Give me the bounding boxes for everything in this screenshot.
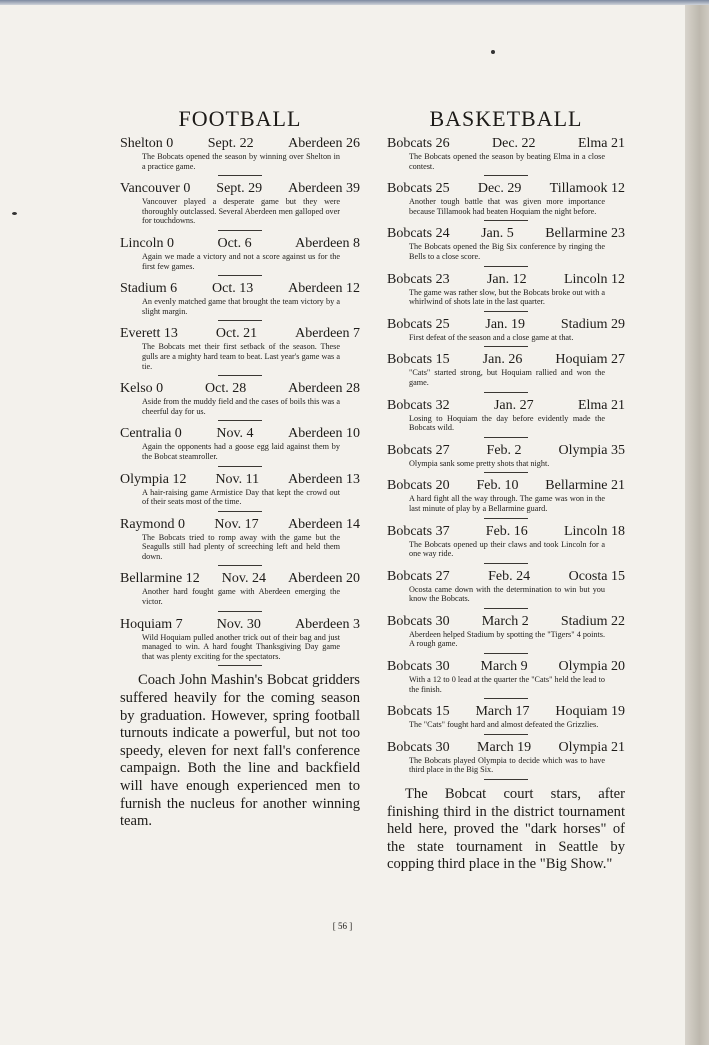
score-line xyxy=(387,568,625,585)
score-line xyxy=(120,570,360,587)
separator-rule xyxy=(218,230,262,231)
score-home: Bobcats 27 xyxy=(387,568,450,584)
score-home: Bobcats 25 xyxy=(387,316,450,332)
game-note: A hard fight all the way through. The game was won in the last minute of play by a Bellarmine guard. xyxy=(409,494,605,513)
score-opponent: Olympia 20 xyxy=(558,659,625,675)
score-home: Aberdeen 12 xyxy=(288,281,360,297)
score-opponent: Elma 21 xyxy=(577,136,625,151)
score-home: Bobcats 27 xyxy=(387,442,450,458)
score-date: March 19 xyxy=(477,739,532,755)
separator-rule xyxy=(218,665,262,666)
score-opponent: Kelso 0 xyxy=(120,381,164,397)
score-opponent: Olympia 12 xyxy=(120,471,187,487)
score-home: Bobcats 30 xyxy=(387,613,450,629)
separator-rule xyxy=(218,611,262,612)
score-home: Aberdeen 39 xyxy=(288,181,360,197)
game-entry xyxy=(387,568,625,609)
separator-rule xyxy=(218,375,262,376)
separator-rule xyxy=(218,275,262,276)
score-home: Bobcats 25 xyxy=(387,181,450,197)
game-entry xyxy=(120,570,360,611)
game-note: "Cats" started strong, but Hoquiam rallied and won the game. xyxy=(409,368,605,387)
game-note: The Bobcats tried to romp away with the game but the Seagulls still had plenty of screeching left and held them down. xyxy=(142,532,340,561)
score-opponent: Lincoln 0 xyxy=(120,235,175,251)
score-line xyxy=(387,442,625,459)
game-entry xyxy=(120,380,360,421)
score-date: Feb. 2 xyxy=(486,442,522,458)
game-entry xyxy=(387,271,625,312)
score-opponent: Tillamook 12 xyxy=(549,181,625,197)
score-date: Oct. 6 xyxy=(217,235,252,251)
separator-rule xyxy=(484,311,528,312)
game-entry xyxy=(120,425,360,466)
separator-rule xyxy=(484,653,528,654)
game-entry xyxy=(387,180,625,221)
score-home: Aberdeen 28 xyxy=(288,381,360,397)
separator-rule xyxy=(484,518,528,519)
game-note: Aside from the muddy field and the cases of boils this was a cheerful day for us. xyxy=(142,397,340,416)
score-home: Bobcats 24 xyxy=(387,226,450,242)
game-entry xyxy=(387,703,625,735)
game-note: Again we made a victory and not a score against us for the first few games. xyxy=(142,251,340,271)
score-home: Aberdeen 20 xyxy=(288,571,360,587)
game-note: First defeat of the season and a close game at that. xyxy=(409,332,574,342)
score-opponent: Bellarmine 23 xyxy=(545,226,625,242)
game-entry xyxy=(120,471,360,512)
game-entry xyxy=(387,225,625,266)
score-date: Nov. 17 xyxy=(214,516,259,532)
game-note: Ocosta came down with the determination to win but you know the Bobcats. xyxy=(409,584,605,604)
separator-rule xyxy=(484,266,528,267)
game-entry xyxy=(387,523,625,564)
game-note: Olympia sank some pretty shots that night. xyxy=(409,458,550,468)
score-line xyxy=(120,325,360,342)
basketball-heading: BASKETBALL xyxy=(429,106,583,131)
score-opponent: Stadium 22 xyxy=(560,613,625,629)
game-entry xyxy=(120,516,360,567)
basketball-summary-text: The Bobcat court stars, after finishing third in the district tournament held here, proved the "dark horses" of the state tournament in Seattle by copping third place in the "Big Show." xyxy=(387,786,625,873)
game-note: The Bobcats opened the season by winning over Shelton in a practice game. xyxy=(142,152,340,171)
score-line xyxy=(120,180,360,197)
score-line xyxy=(387,523,625,540)
separator-rule xyxy=(484,392,528,393)
score-line xyxy=(387,477,625,494)
score-home: Bobcats 23 xyxy=(387,271,450,287)
game-note: Vancouver played a desperate game but they were thoroughly outclassed. Several Aberdeen men galloped over for touchdowns. xyxy=(142,197,340,226)
score-opponent: Vancouver 0 xyxy=(120,181,191,197)
score-date: Jan. 5 xyxy=(481,226,514,242)
score-home: Bobcats 32 xyxy=(387,397,450,413)
score-home: Bobcats 30 xyxy=(387,659,450,675)
game-entry xyxy=(387,316,625,348)
score-date: Jan. 12 xyxy=(486,271,527,287)
game-entry xyxy=(387,351,625,392)
game-note: Another hard fought game with Aberdeen emerging the victor. xyxy=(142,587,340,607)
separator-rule xyxy=(218,175,262,176)
score-line xyxy=(387,180,625,197)
ink-speck xyxy=(12,212,17,215)
score-opponent: Everett 13 xyxy=(120,326,178,342)
score-opponent: Bellarmine 21 xyxy=(545,478,625,494)
game-entry xyxy=(387,658,625,699)
score-date: Nov. 11 xyxy=(215,471,260,487)
basketball-results xyxy=(387,135,625,780)
score-home: Bobcats 20 xyxy=(387,478,450,494)
binding-gutter xyxy=(685,0,709,1045)
game-entry xyxy=(120,235,360,276)
separator-rule xyxy=(484,220,528,221)
game-note: The Bobcats opened up their claws and took Lincoln for a one way ride. xyxy=(409,539,605,559)
score-line xyxy=(120,380,360,397)
score-line xyxy=(120,516,360,533)
score-home: Bobcats 26 xyxy=(387,136,450,151)
score-home: Aberdeen 8 xyxy=(295,235,360,251)
score-line xyxy=(120,616,360,633)
page-top-edge xyxy=(0,0,709,5)
separator-rule xyxy=(218,565,262,566)
game-note: An evenly matched game that brought the team victory by a slight margin. xyxy=(142,297,340,316)
ink-speck xyxy=(491,50,495,54)
score-opponent: Hoquiam 27 xyxy=(555,352,625,368)
separator-rule xyxy=(218,420,262,421)
score-line xyxy=(387,351,625,368)
score-line xyxy=(387,316,625,333)
score-opponent: Stadium 29 xyxy=(560,316,625,332)
score-opponent: Hoquiam 19 xyxy=(555,704,625,720)
score-date: Nov. 30 xyxy=(216,616,261,632)
score-line xyxy=(120,425,360,442)
separator-rule xyxy=(218,511,262,512)
football-column xyxy=(120,104,360,831)
score-date: Sept. 22 xyxy=(207,136,254,151)
separator-rule xyxy=(484,734,528,735)
score-opponent: Raymond 0 xyxy=(120,516,185,532)
score-line xyxy=(387,703,625,720)
score-date: Dec. 22 xyxy=(492,136,536,151)
separator-rule xyxy=(484,175,528,176)
game-note: Wild Hoquiam pulled another trick out of their bag and just managed to win. A hard fought Thanksgiving Day game that was plenty exciting for the spectators. xyxy=(142,632,340,661)
game-entry xyxy=(387,613,625,654)
separator-rule xyxy=(218,320,262,321)
score-opponent: Ocosta 15 xyxy=(568,568,625,584)
score-date: Feb. 24 xyxy=(488,568,531,584)
separator-rule xyxy=(484,563,528,564)
score-opponent: Lincoln 18 xyxy=(563,523,625,539)
score-line xyxy=(387,739,625,756)
game-note: The Bobcats opened the season by beating Elma in a close contest. xyxy=(409,152,605,171)
score-date: Feb. 10 xyxy=(476,478,519,494)
score-line xyxy=(120,471,360,488)
score-date: March 9 xyxy=(480,659,528,675)
score-date: Oct. 28 xyxy=(205,381,247,397)
score-home: Aberdeen 10 xyxy=(288,426,360,442)
score-home: Bobcats 30 xyxy=(387,739,450,755)
score-opponent: Elma 21 xyxy=(577,397,625,413)
football-summary-text: Coach John Mashin's Bobcat gridders suffered heavily for the coming season by graduation. However, spring football turnouts indicate a powerful, but not too speedy, eleven for next fall's conference campaign. Both the line and backfield will have enough experienced men to furnish the nucleus for another winning team. xyxy=(120,672,360,830)
separator-rule xyxy=(484,608,528,609)
game-entry xyxy=(387,397,625,438)
score-line xyxy=(120,280,360,297)
score-date: Jan. 19 xyxy=(485,316,526,332)
score-date: Sept. 29 xyxy=(216,181,263,197)
score-date: March 17 xyxy=(475,704,530,720)
football-results xyxy=(120,135,360,666)
score-home: Bobcats 15 xyxy=(387,704,450,720)
score-opponent: Stadium 6 xyxy=(120,281,178,297)
score-line xyxy=(387,613,625,630)
separator-rule xyxy=(484,437,528,438)
score-home: Aberdeen 3 xyxy=(295,616,360,632)
score-date: Dec. 29 xyxy=(477,181,522,197)
score-line xyxy=(387,135,625,152)
game-entry xyxy=(120,325,360,376)
score-opponent: Lincoln 12 xyxy=(563,271,625,287)
score-date: Nov. 24 xyxy=(221,571,266,587)
game-note: The Bobcats met their first setback of the season. These gulls are a mighty hard team to beat. Last year's game was a tie. xyxy=(142,342,340,371)
score-opponent: Bellarmine 12 xyxy=(120,571,200,587)
score-home: Aberdeen 14 xyxy=(288,516,360,532)
game-note: Another tough battle that was given more importance because Tillamook had beaten Hoquiam the night before. xyxy=(409,197,605,216)
score-home: Bobcats 37 xyxy=(387,523,450,539)
game-note: Losing to Hoquiam the day before evidently made the Bobcats wild. xyxy=(409,413,605,433)
game-note: The Bobcats played Olympia to decide which was to have third place in the Big Six. xyxy=(409,755,605,775)
football-summary xyxy=(120,672,360,830)
separator-rule xyxy=(218,466,262,467)
score-line xyxy=(387,658,625,675)
score-opponent: Shelton 0 xyxy=(120,136,174,151)
game-note: The Bobcats opened the Big Six conference by ringing the Bells to a close score. xyxy=(409,242,605,261)
game-note: With a 12 to 0 lead at the quarter the "Cats" held the lead to the finish. xyxy=(409,675,605,694)
score-date: Jan. 27 xyxy=(493,397,534,413)
score-opponent: Centralia 0 xyxy=(120,426,182,442)
separator-rule xyxy=(484,346,528,347)
basketball-summary xyxy=(387,786,625,874)
game-entry xyxy=(120,135,360,176)
score-home: Bobcats 15 xyxy=(387,352,450,368)
separator-rule xyxy=(484,472,528,473)
game-entry xyxy=(120,180,360,231)
score-date: Oct. 21 xyxy=(215,326,258,342)
score-opponent: Hoquiam 7 xyxy=(120,616,183,632)
score-line xyxy=(120,135,360,152)
score-opponent: Olympia 21 xyxy=(558,739,625,755)
game-entry xyxy=(387,135,625,176)
score-line xyxy=(387,271,625,288)
score-date: March 2 xyxy=(481,613,529,629)
score-date: Feb. 16 xyxy=(485,523,528,539)
score-line xyxy=(120,235,360,252)
score-home: Aberdeen 7 xyxy=(295,326,360,342)
football-heading: FOOTBALL xyxy=(178,106,302,131)
game-entry xyxy=(120,616,360,667)
score-opponent: Olympia 35 xyxy=(558,442,625,458)
game-entry xyxy=(387,442,625,474)
game-entry xyxy=(120,280,360,321)
game-entry xyxy=(387,739,625,780)
score-date: Jan. 26 xyxy=(482,352,523,368)
game-note: Aberdeen helped Stadium by spotting the "Tigers" 4 points. A rough game. xyxy=(409,629,605,649)
separator-rule xyxy=(484,779,528,780)
score-date: Nov. 4 xyxy=(216,426,254,442)
game-note: The "Cats" fought hard and almost defeated the Grizzlies. xyxy=(409,720,599,730)
game-note: A hair-raising game Armistice Day that kept the crowd out of their seats most of the time. xyxy=(142,487,340,507)
game-note: Again the opponents had a goose egg laid against them by the Bobcat steamroller. xyxy=(142,442,340,461)
game-note: The game was rather slow, but the Bobcats broke out with a whirlwind of shots late in the last quarter. xyxy=(409,287,605,307)
page-number: [ 56 ] xyxy=(332,921,353,931)
game-entry xyxy=(387,477,625,518)
score-line xyxy=(387,397,625,414)
score-line xyxy=(387,225,625,242)
score-home: Aberdeen 26 xyxy=(288,136,360,151)
basketball-column xyxy=(387,104,625,874)
score-date: Oct. 13 xyxy=(212,281,254,297)
score-home: Aberdeen 13 xyxy=(288,471,360,487)
separator-rule xyxy=(484,698,528,699)
